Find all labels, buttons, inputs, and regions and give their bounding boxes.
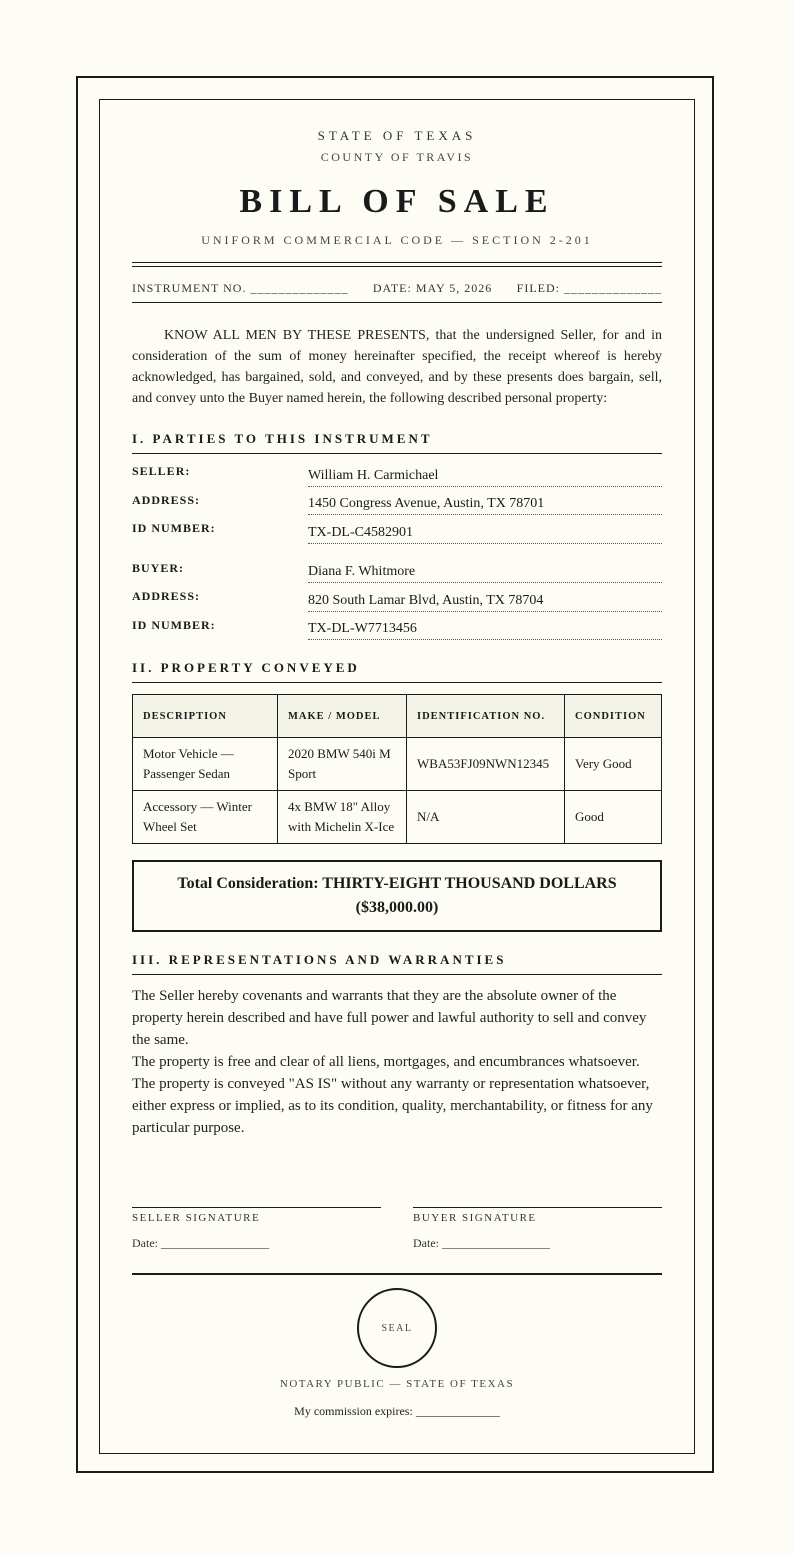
seller-signature-line xyxy=(132,1207,381,1208)
instrument-line xyxy=(132,281,662,303)
buyer-signature-label: BUYER SIGNATURE xyxy=(413,1212,537,1224)
seller-signature-date: Date: __________________ xyxy=(132,1236,269,1250)
seller-id-label: ID NUMBER: xyxy=(132,521,216,535)
seller-address-row xyxy=(132,487,662,516)
seller-id-row xyxy=(132,515,662,544)
state-heading: STATE OF TEXAS xyxy=(317,128,477,143)
column-header: IDENTIFICATION NO. xyxy=(407,695,565,738)
table-row xyxy=(133,791,662,844)
buyer-name-label: BUYER: xyxy=(132,560,185,575)
notary-seal xyxy=(357,1288,437,1368)
buyer-id-row xyxy=(132,612,662,641)
seller-name: William H. Carmichael xyxy=(308,468,662,487)
seller-name-row xyxy=(132,458,662,487)
table-cell: Very Good xyxy=(565,738,662,791)
table-cell: Accessory — Winter Wheel Set xyxy=(133,791,278,844)
preamble-text: KNOW ALL MEN BY THESE PRESENTS, that the undersigned Seller, for and in consideration of the sum of money hereinafter specified, the receipt whereof is hereby acknowledged, has bargained, sold, and conveyed, and by these presents does bargain, sell, and convey unto the Buyer named herein, the following described personal property: xyxy=(132,328,662,406)
table-cell: Motor Vehicle — Passenger Sedan xyxy=(133,738,278,791)
warranty-paragraph: The property is conveyed "AS IS" without any warranty or representation whatsoever, either express or implied, as to its condition, quality, merchantability, or fitness for any particular purpose. xyxy=(132,1076,653,1136)
double-rule xyxy=(132,262,662,267)
county-heading: COUNTY OF TRAVIS xyxy=(320,150,474,164)
table-cell: WBA53FJ09NWN12345 xyxy=(407,738,565,791)
seller-id: TX-DL-C4582901 xyxy=(308,525,662,544)
column-header: CONDITION xyxy=(565,695,662,738)
signature-area xyxy=(132,1207,662,1251)
seller-address-label: ADDRESS: xyxy=(132,492,201,507)
buyer-name-row xyxy=(132,555,662,584)
seal-text: SEAL xyxy=(381,1322,413,1334)
table-cell: N/A xyxy=(407,791,565,844)
buyer-name: Diana F. Whitmore xyxy=(308,564,662,583)
buyer-id: TX-DL-W7713456 xyxy=(308,621,662,640)
column-header: MAKE / MODEL xyxy=(278,695,407,738)
parties-block xyxy=(132,458,662,640)
notary-label: NOTARY PUBLIC — STATE OF TEXAS xyxy=(279,1378,515,1390)
warranties-text xyxy=(132,985,662,1139)
commission-expires: My commission expires: ______________ xyxy=(294,1404,500,1418)
outer-border xyxy=(76,76,714,1473)
buyer-address-row xyxy=(132,583,662,612)
table-cell: 2020 BMW 540i M Sport xyxy=(278,738,407,791)
table-cell: Good xyxy=(565,791,662,844)
section-property-heading: II. PROPERTY CONVEYED xyxy=(132,660,662,683)
table-cell: 4x BMW 18" Alloy with Michelin X-Ice xyxy=(278,791,407,844)
instrument-filed: FILED: ______________ xyxy=(516,281,662,295)
section-parties-heading: I. PARTIES TO THIS INSTRUMENT xyxy=(132,431,662,454)
seller-address: 1450 Congress Avenue, Austin, TX 78701 xyxy=(308,496,662,515)
section-warranties-heading: III. REPRESENTATIONS AND WARRANTIES xyxy=(132,952,662,975)
instrument-number: INSTRUMENT NO. ______________ xyxy=(132,281,349,295)
buyer-id-label: ID NUMBER: xyxy=(132,617,216,632)
buyer-address-label: ADDRESS: xyxy=(132,589,201,603)
instrument-date: DATE: MAY 5, 2026 xyxy=(372,281,493,295)
buyer-signature-line xyxy=(413,1207,662,1208)
table-row xyxy=(133,738,662,791)
document-subtitle: UNIFORM COMMERCIAL CODE — SECTION 2-201 xyxy=(201,233,593,247)
column-header: DESCRIPTION xyxy=(133,695,278,738)
buyer-signature-date: Date: __________________ xyxy=(413,1236,550,1250)
document-body xyxy=(99,99,695,1454)
table-header-row xyxy=(133,695,662,738)
seller-name-label: SELLER: xyxy=(132,464,191,478)
buyer-signature-block xyxy=(413,1207,662,1251)
buyer-address: 820 South Lamar Blvd, Austin, TX 78704 xyxy=(308,593,662,612)
warranty-paragraph: The property is free and clear of all liens, mortgages, and encumbrances whatsoever. xyxy=(132,1054,640,1070)
property-table xyxy=(132,694,662,844)
total-consideration: Total Consideration: THIRTY-EIGHT THOUSAND DOLLARS ($38,000.00) xyxy=(132,860,662,932)
seller-signature-block xyxy=(132,1207,381,1251)
warranty-paragraph: The Seller hereby covenants and warrants that they are the absolute owner of the property herein described and have full power and lawful authority to sell and convey the same. xyxy=(132,988,647,1048)
document-title: BILL OF SALE xyxy=(239,183,555,220)
notary-rule xyxy=(132,1273,662,1275)
seller-signature-label: SELLER SIGNATURE xyxy=(132,1212,261,1224)
